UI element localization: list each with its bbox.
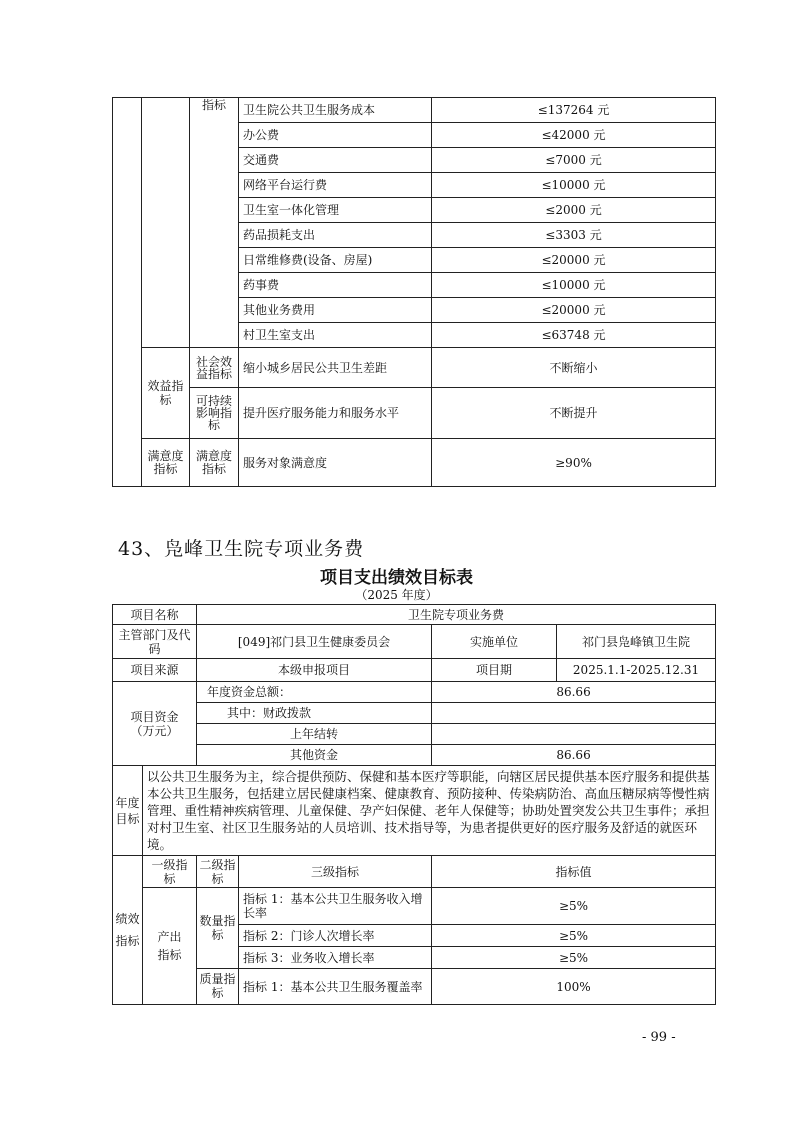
cost-row-value: ≤10000 元 — [432, 273, 716, 298]
funds-label: 项目资金（万元） — [113, 682, 197, 766]
cost-row-value: ≤7000 元 — [432, 148, 716, 173]
cost-row-value: ≤42000 元 — [432, 123, 716, 148]
cost-row-value: ≤20000 元 — [432, 298, 716, 323]
cost-row-name: 其他业务费用 — [239, 298, 432, 323]
cost-row-name: 卫生院公共卫生服务成本 — [239, 98, 432, 123]
dept-label: 主管部门及代码 — [113, 625, 197, 659]
cost-row-name: 网络平台运行费 — [239, 173, 432, 198]
cost-row-value: ≤63748 元 — [432, 323, 716, 348]
performance-indicator-label: 绩效指标 — [113, 856, 143, 1005]
period-value: 2025.1.1-2025.12.31 — [557, 659, 716, 682]
cost-row-value: ≤2000 元 — [432, 198, 716, 223]
quantity-row-name: 指标 3：业务收入增长率 — [239, 947, 432, 969]
sustain-row-name: 提升医疗服务能力和服务水平 — [239, 388, 432, 439]
cost-row-value: ≤137264 元 — [432, 98, 716, 123]
project-name-label: 项目名称 — [113, 605, 197, 625]
quantity-row-value: ≥5% — [432, 925, 716, 947]
funds-row-label: 其他资金 — [197, 745, 432, 766]
annual-goal-label: 年度目标 — [113, 766, 143, 856]
level1-cell-empty — [113, 98, 142, 487]
cost-row-value: ≤3303 元 — [432, 223, 716, 248]
funds-row-value: 86.66 — [432, 682, 716, 703]
dept-value: [049]祁门县卫生健康委员会 — [197, 625, 432, 659]
funds-row-value — [432, 724, 716, 745]
form-title: 项目支出绩效目标表 — [320, 568, 473, 588]
funds-row-label: 年度资金总额： — [197, 682, 432, 703]
cost-row-name: 药事费 — [239, 273, 432, 298]
impl-unit-value: 祁门县凫峰镇卫生院 — [557, 625, 716, 659]
quantity-row-value: ≥5% — [432, 888, 716, 925]
social-row-name: 缩小城乡居民公共卫生差距 — [239, 348, 432, 388]
funds-row-value: 86.66 — [432, 745, 716, 766]
indicator-label: 指标 — [190, 98, 239, 348]
page-number: - 99 - — [642, 1030, 676, 1045]
source-label: 项目来源 — [113, 659, 197, 682]
output-indicator-label: 产出指标 — [143, 888, 197, 1005]
sustain-row-value: 不断提升 — [432, 388, 716, 439]
source-value: 本级申报项目 — [197, 659, 432, 682]
quality-row-value: 100% — [432, 969, 716, 1005]
quantity-row-name: 指标 2：门诊人次增长率 — [239, 925, 432, 947]
satisfaction-level2-label: 满意度指标 — [142, 439, 190, 487]
cost-row-name: 交通费 — [239, 148, 432, 173]
quantity-indicator-label: 数量指标 — [197, 888, 239, 969]
period-label: 项目期 — [432, 659, 557, 682]
performance-table-continued — [112, 97, 716, 487]
cost-row-name: 日常维修费(设备、房屋) — [239, 248, 432, 273]
satisfaction-level3-label: 满意度指标 — [190, 439, 239, 487]
cost-row-name: 村卫生室支出 — [239, 323, 432, 348]
header-value: 指标值 — [432, 856, 716, 888]
funds-row-label: 其中：财政拨款 — [197, 703, 432, 724]
quantity-row-name: 指标 1：基本公共卫生服务收入增长率 — [239, 888, 432, 925]
performance-target-form — [112, 604, 716, 1005]
benefit-indicator-label: 效益指标 — [142, 348, 190, 439]
sustain-impact-label: 可持续影响指标 — [190, 388, 239, 439]
section-title: 43、凫峰卫生院专项业务费 — [118, 538, 365, 560]
header-level2: 二级指标 — [197, 856, 239, 888]
impl-unit-label: 实施单位 — [432, 625, 557, 659]
cost-row-name: 办公费 — [239, 123, 432, 148]
header-level3: 三级指标 — [239, 856, 432, 888]
cost-row-name: 卫生室一体化管理 — [239, 198, 432, 223]
header-level1: 一级指标 — [143, 856, 197, 888]
annual-goal-text: 以公共卫生服务为主，综合提供预防、保健和基本医疗等职能，向辖区居民提供基本医疗服务和提供基本公共卫生服务，包括建立居民健康档案、健康教育、预防接种、传染病防治、高血压糖尿病等慢性病管理、重性精神疾病管理、儿童保健、孕产妇保健、老年人保健等；协助处置突发公共卫生事件；承担对村卫生室、社区卫生服务站的人员培训、技术指导等，为患者提供更好的医疗服务及舒适的就医环境。 — [143, 766, 716, 856]
cost-row-value: ≤20000 元 — [432, 248, 716, 273]
project-name-value: 卫生院专项业务费 — [197, 605, 716, 625]
cost-row-name: 药品损耗支出 — [239, 223, 432, 248]
form-year: （2025 年度） — [355, 588, 438, 602]
funds-row-label: 上年结转 — [197, 724, 432, 745]
quantity-row-value: ≥5% — [432, 947, 716, 969]
satisfaction-row-value: ≥90% — [432, 439, 716, 487]
social-benefit-label: 社会效益指标 — [190, 348, 239, 388]
level2-cell-empty — [142, 98, 190, 348]
social-row-value: 不断缩小 — [432, 348, 716, 388]
quality-indicator-label: 质量指标 — [197, 969, 239, 1005]
quality-row-name: 指标 1：基本公共卫生服务覆盖率 — [239, 969, 432, 1005]
funds-row-value — [432, 703, 716, 724]
satisfaction-row-name: 服务对象满意度 — [239, 439, 432, 487]
cost-row-value: ≤10000 元 — [432, 173, 716, 198]
